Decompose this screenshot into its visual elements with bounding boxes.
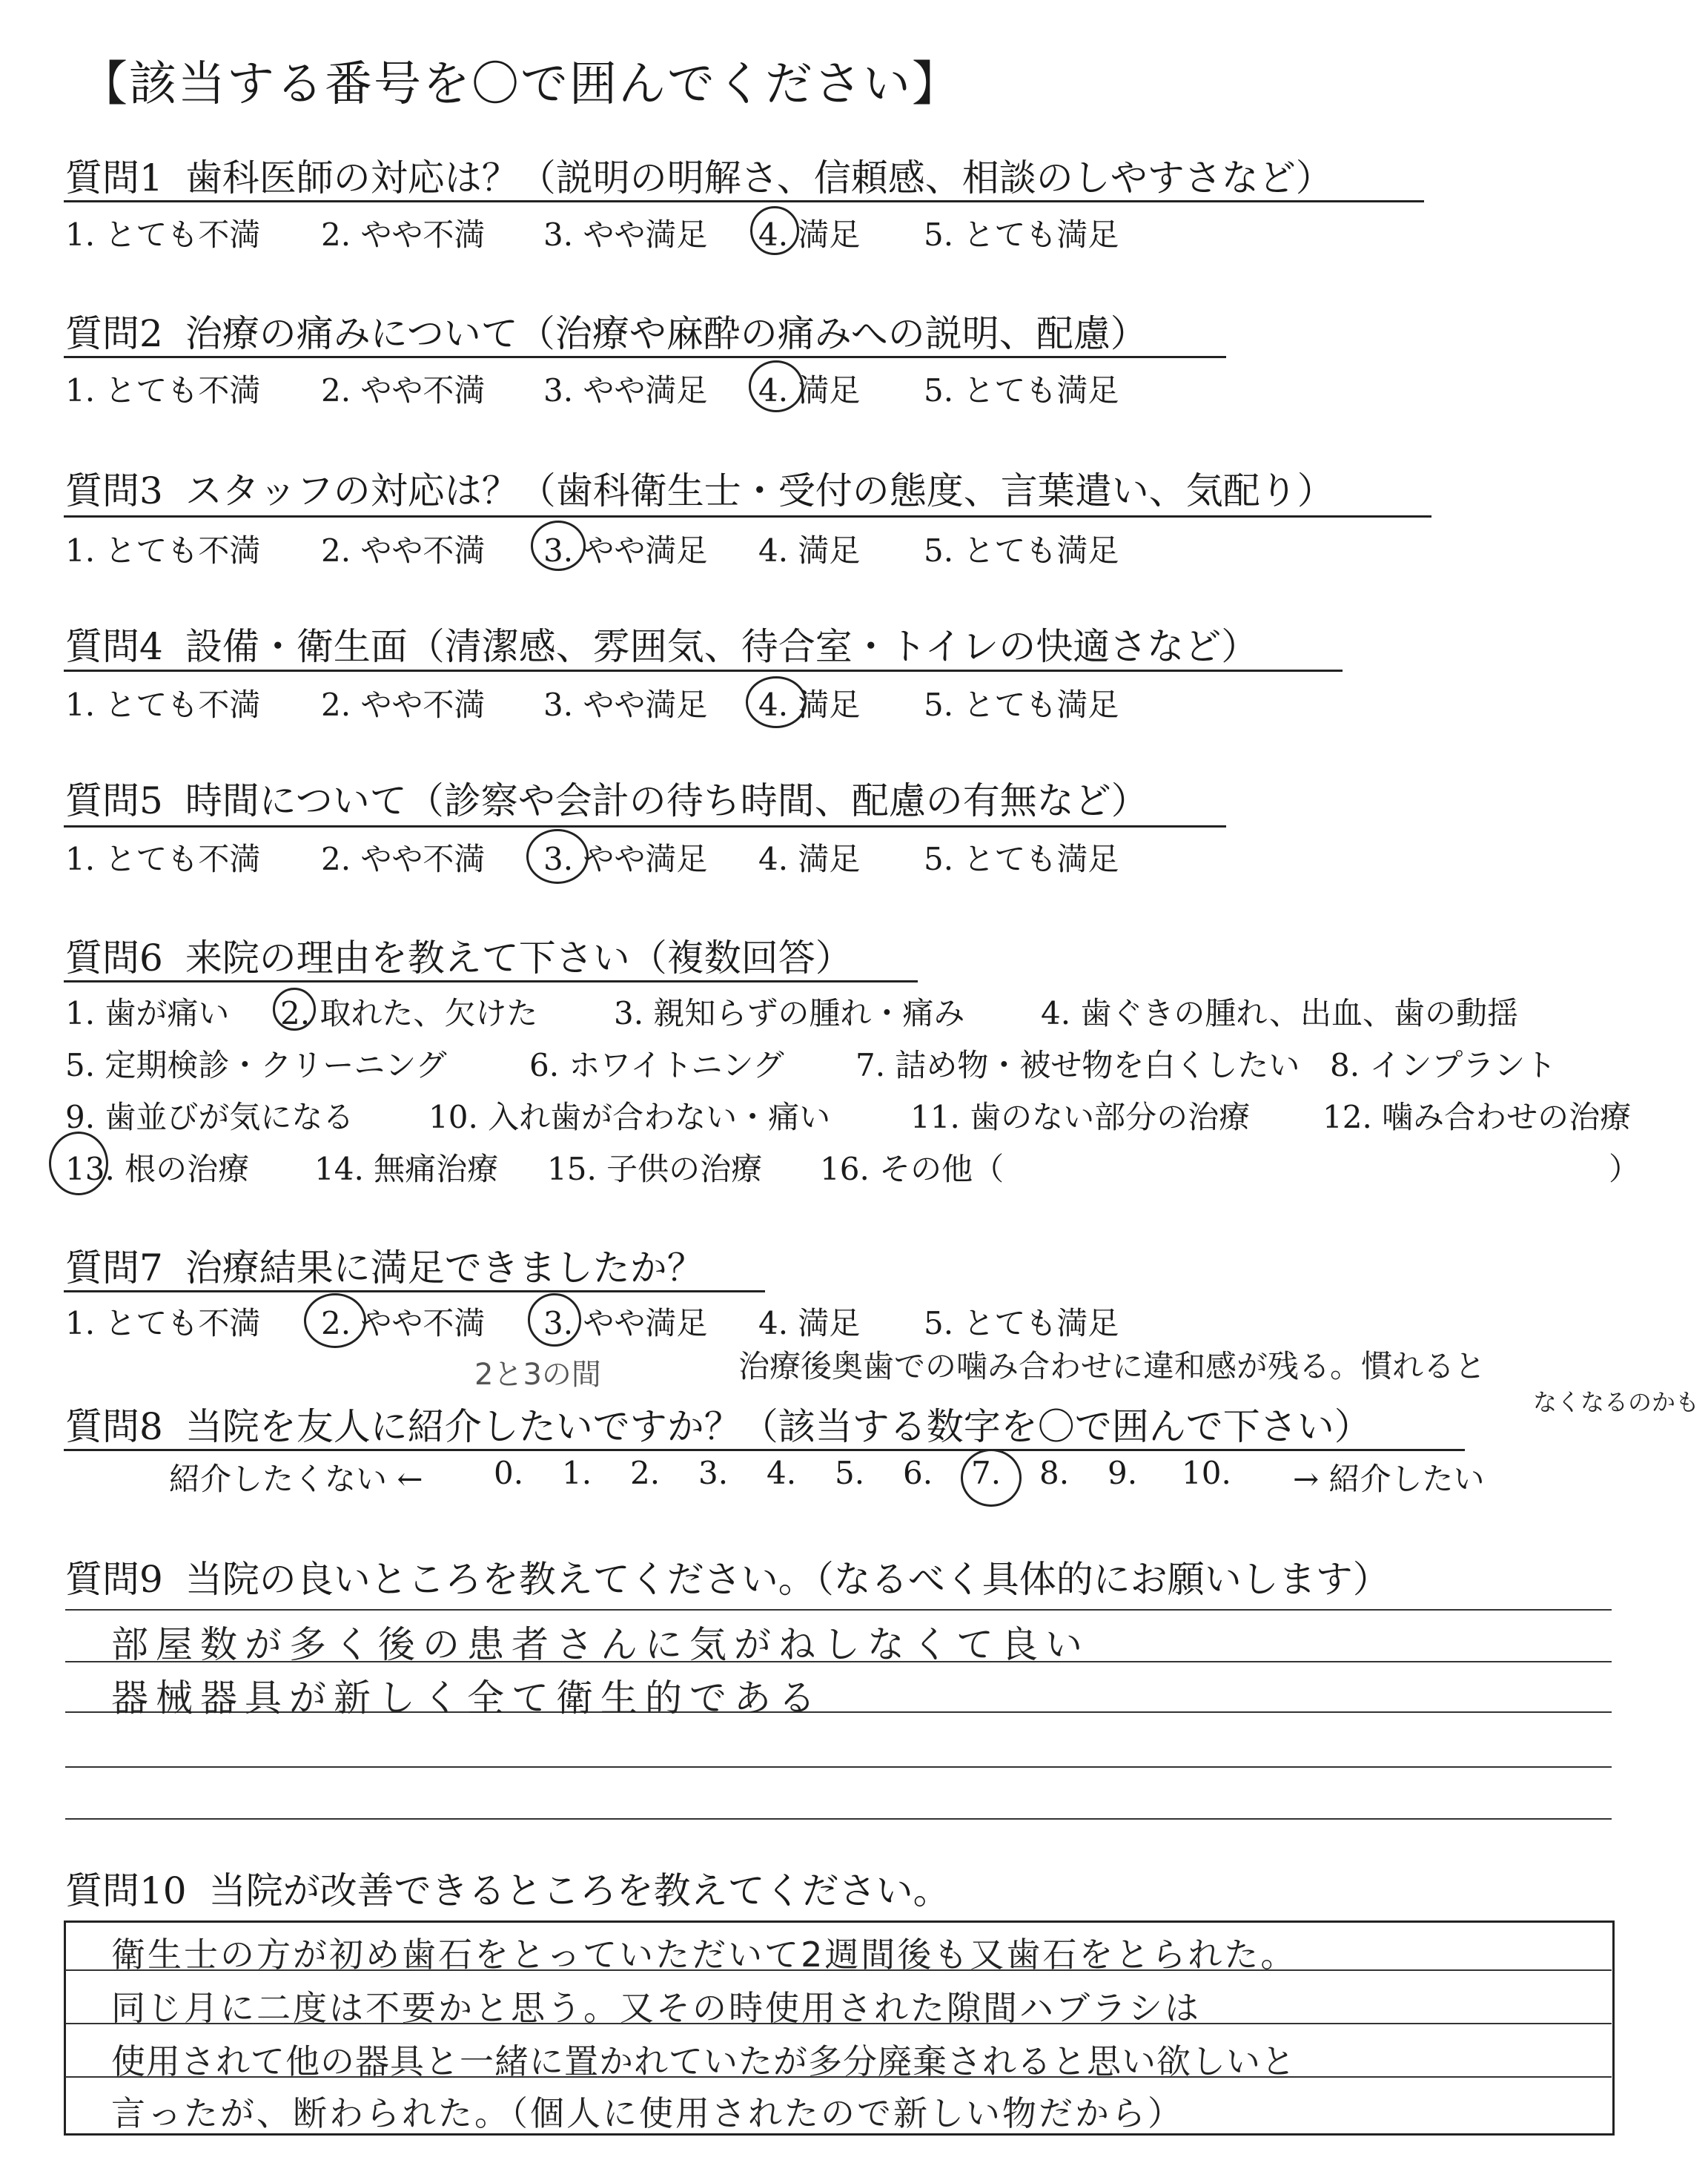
q9-answer-line-2: 器械器具が新しく全て衛生的である	[111, 1677, 823, 1720]
question-10-label: 質問10	[65, 1869, 187, 1912]
q3-option-3[interactable]: 3. やや満足	[543, 532, 708, 569]
q4-option-4[interactable]: 4. 満足	[758, 687, 861, 723]
q4-option-1[interactable]: 1. とても不満	[65, 687, 261, 723]
q6-option-5[interactable]: 5. 定期検診・クリーニング	[65, 1047, 447, 1083]
q7-option-4[interactable]: 4. 満足	[758, 1305, 861, 1341]
question-2-label: 質問2	[65, 312, 163, 355]
q6-option-2[interactable]: 2. 取れた、欠けた	[280, 995, 538, 1031]
answer-circle	[746, 676, 807, 728]
answer-circle	[528, 1293, 581, 1347]
question-8-label: 質問8	[65, 1405, 163, 1448]
q1-option-4[interactable]: 4. 満足	[758, 217, 861, 253]
question-2	[65, 304, 1148, 357]
question-10	[65, 1861, 950, 1915]
question-1-text: 歯科医師の対応は？（説明の明解さ、信頼感、相談のしやすさなど）	[185, 156, 1333, 199]
question-6-label: 質問6	[65, 937, 163, 980]
question-9-label: 質問9	[65, 1558, 163, 1601]
q5-option-5[interactable]: 5. とても満足	[924, 841, 1119, 877]
question-5-label: 質問5	[65, 779, 163, 822]
answer-line	[65, 1609, 1612, 1611]
q8-left-label: 紹介したくない ←	[169, 1461, 423, 1497]
underline	[64, 980, 918, 982]
question-4	[65, 617, 1258, 670]
question-2-text: 治療の痛みについて（治療や麻酔の痛みへの説明、配慮）	[185, 312, 1148, 355]
underline	[64, 670, 1343, 672]
underline	[64, 200, 1424, 202]
q6-option-4[interactable]: 4. 歯ぐきの腫れ、出血、歯の動揺	[1041, 995, 1518, 1031]
q8-option-3[interactable]: 3.	[698, 1455, 729, 1491]
q7-option-2[interactable]: 2. やや不満	[321, 1305, 486, 1341]
q2-option-3[interactable]: 3. やや満足	[543, 372, 708, 409]
q7-handwritten-comment-2: なくなるのかも	[1533, 1388, 1700, 1416]
q8-option-8[interactable]: 8.	[1039, 1455, 1070, 1491]
answer-circle	[304, 1293, 366, 1348]
q6-option-11[interactable]: 11. 歯のない部分の治療	[910, 1099, 1251, 1135]
page-title: 【該当する番号を〇で囲んでください】	[80, 57, 961, 112]
q6-option-16[interactable]: 16. その他（	[820, 1151, 1004, 1187]
question-6	[65, 928, 853, 982]
question-4-label: 質問4	[65, 625, 163, 668]
q6-option-15[interactable]: 15. 子供の治療	[547, 1151, 763, 1187]
q5-option-4[interactable]: 4. 満足	[758, 841, 861, 877]
q5-option-3[interactable]: 3. やや満足	[543, 841, 708, 877]
q8-option-1[interactable]: 1.	[562, 1455, 592, 1491]
answer-line	[65, 1766, 1612, 1768]
q6-option-3[interactable]: 3. 親知らずの腫れ・痛み	[614, 995, 965, 1031]
q8-option-0[interactable]: 0.	[494, 1455, 524, 1491]
q4-option-3[interactable]: 3. やや満足	[543, 687, 708, 723]
question-3-label: 質問3	[65, 469, 163, 512]
q6-option-14[interactable]: 14. 無痛治療	[314, 1151, 499, 1187]
question-9-text: 当院の良いところを教えてください。（なるべく具体的にお願いします）	[185, 1558, 1390, 1601]
answer-circle	[49, 1132, 108, 1195]
q2-option-5[interactable]: 5. とても満足	[924, 372, 1119, 409]
q5-option-1[interactable]: 1. とても不満	[65, 841, 261, 877]
q8-option-10[interactable]: 10.	[1182, 1455, 1231, 1491]
answer-circle	[531, 521, 586, 571]
answer-circle	[749, 360, 804, 412]
q8-option-6[interactable]: 6.	[903, 1455, 933, 1491]
q3-option-5[interactable]: 5. とても満足	[924, 532, 1119, 569]
q1-option-2[interactable]: 2. やや不満	[321, 217, 486, 253]
q6-option-13[interactable]: 13. 根の治療	[65, 1151, 250, 1187]
underline	[64, 356, 1226, 358]
answer-circle	[273, 988, 316, 1031]
answer-circle	[750, 206, 799, 255]
underline	[64, 515, 1431, 518]
q6-option-10[interactable]: 10. 入れ歯が合わない・痛い	[428, 1099, 831, 1135]
q8-option-7[interactable]: 7.	[971, 1455, 1002, 1491]
answer-circle	[526, 829, 589, 884]
question-7	[65, 1238, 704, 1292]
q3-option-1[interactable]: 1. とても不満	[65, 532, 261, 569]
underline	[64, 1290, 765, 1292]
q5-option-2[interactable]: 2. やや不満	[321, 841, 486, 877]
question-9	[65, 1550, 1390, 1603]
q7-option-1[interactable]: 1. とても不満	[65, 1305, 261, 1341]
question-6-text: 来院の理由を教えて下さい（複数回答）	[185, 937, 853, 980]
q7-option-5[interactable]: 5. とても満足	[924, 1305, 1119, 1341]
question-5	[65, 771, 1148, 825]
underline	[64, 825, 1226, 828]
q10-answer-line-3: 使用されて他の器具と一緒に置かれていたが多分廃棄されると思い欲しいと	[111, 2041, 1296, 2081]
q8-right-label: → 紹介したい	[1293, 1461, 1485, 1497]
q2-option-1[interactable]: 1. とても不満	[65, 372, 261, 409]
q6-option-9[interactable]: 9. 歯並びが気になる	[65, 1099, 354, 1135]
q2-option-2[interactable]: 2. やや不満	[321, 372, 486, 409]
answer-line	[65, 1818, 1612, 1820]
underline	[64, 1449, 1465, 1451]
q3-option-2[interactable]: 2. やや不満	[321, 532, 486, 569]
q1-option-3[interactable]: 3. やや満足	[543, 217, 708, 253]
q9-answer-line-1: 部屋数が多く後の患者さんに気がねしなくて良い	[111, 1623, 1090, 1666]
q6-other-close-paren: ）	[1609, 1151, 1641, 1187]
question-7-text: 治療結果に満足できましたか？	[185, 1246, 704, 1289]
q8-option-5[interactable]: 5.	[835, 1455, 865, 1491]
question-10-text: 当院が改善できるところを教えてください。	[208, 1869, 950, 1912]
question-8	[65, 1397, 1371, 1450]
question-8-text: 当院を友人に紹介したいですか？（該当する数字を〇で囲んで下さい）	[185, 1405, 1371, 1448]
q1-option-5[interactable]: 5. とても満足	[924, 217, 1119, 253]
q7-handwritten-comment: 治療後奥歯での噛み合わせに違和感が残る。慣れると	[738, 1348, 1486, 1384]
question-5-text: 時間について（診察や会計の待ち時間、配慮の有無など）	[185, 779, 1148, 822]
question-3	[65, 461, 1334, 515]
question-4-text: 設備・衛生面（清潔感、雰囲気、待合室・トイレの快適さなど）	[185, 625, 1259, 668]
q10-answer-line-2: 同じ月に二度は不要かと思う。又その時使用された隙間ハブラシは	[111, 1988, 1201, 2028]
q7-handwritten-note: 2と3の間	[474, 1358, 601, 1392]
q7-option-3[interactable]: 3. やや満足	[543, 1305, 708, 1341]
q10-answer-line-4: 言ったが、断わられた。（個人に使用されたので新しい物だから）	[111, 2093, 1184, 2133]
q6-option-1[interactable]: 1. 歯が痛い	[65, 995, 230, 1031]
q2-option-4[interactable]: 4. 満足	[758, 372, 861, 409]
q8-option-4[interactable]: 4.	[767, 1455, 797, 1491]
q4-option-2[interactable]: 2. やや不満	[321, 687, 486, 723]
q6-option-7[interactable]: 7. 詰め物・被せ物を白くしたい	[855, 1047, 1300, 1083]
q8-option-9[interactable]: 9.	[1108, 1455, 1138, 1491]
q3-option-4[interactable]: 4. 満足	[758, 532, 861, 569]
q8-option-2[interactable]: 2.	[630, 1455, 661, 1491]
q6-option-12[interactable]: 12. 噛み合わせの治療	[1323, 1099, 1632, 1135]
question-3-text: スタッフの対応は？（歯科衛生士・受付の態度、言葉遣い、気配り）	[185, 469, 1334, 512]
q1-option-1[interactable]: 1. とても不満	[65, 217, 261, 253]
q6-option-6[interactable]: 6. ホワイトニング	[529, 1047, 784, 1083]
answer-circle	[961, 1449, 1022, 1507]
question-1-label: 質問1	[65, 156, 163, 199]
q4-option-5[interactable]: 5. とても満足	[924, 687, 1119, 723]
question-7-label: 質問7	[65, 1246, 163, 1289]
q6-option-8[interactable]: 8. インプラント	[1330, 1047, 1557, 1083]
question-1	[65, 148, 1333, 202]
q10-answer-line-1: 衛生士の方が初め歯石をとっていただいて2週間後も又歯石をとられた。	[111, 1935, 1297, 1975]
